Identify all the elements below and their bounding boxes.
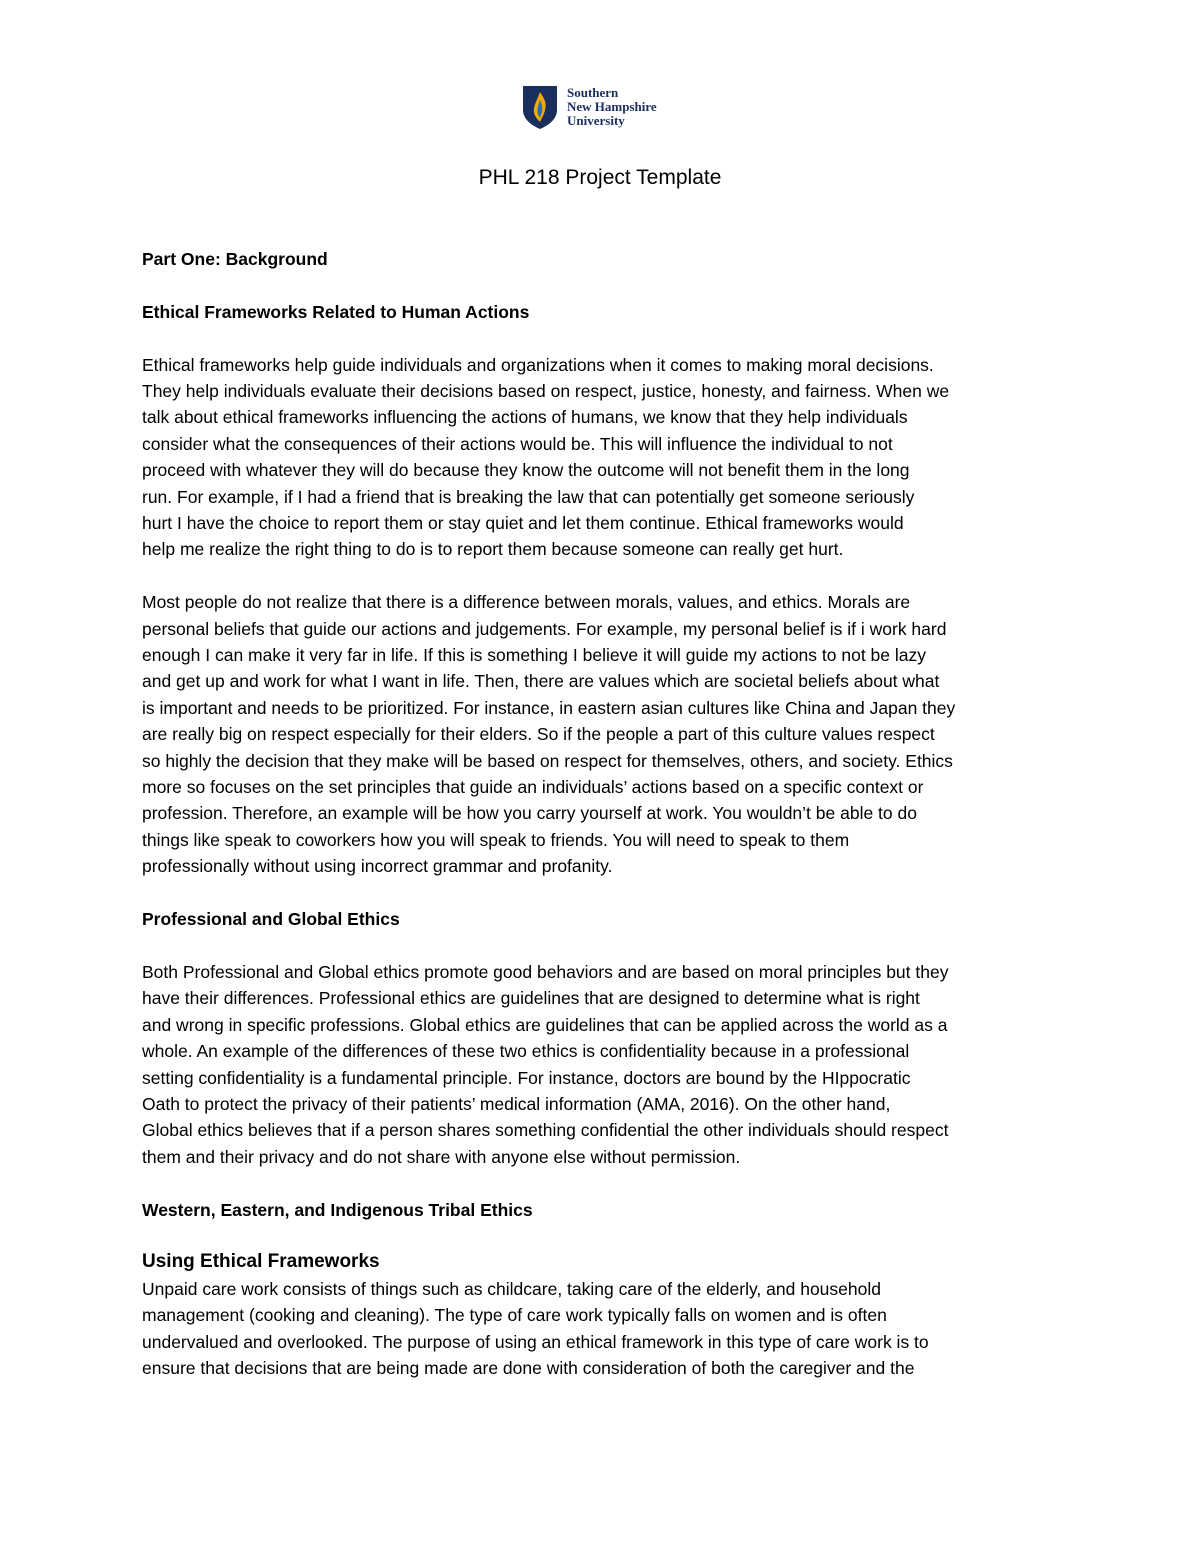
university-logo-text <box>567 86 657 128</box>
text-line: help me realize the right thing to do is to report them because someone can really get hurt. <box>142 539 844 560</box>
text-line: undervalued and overlooked. The purpose of using an ethical framework in this type of care work is to <box>142 1331 929 1352</box>
text-line: Global ethics believes that if a person shares something confidential the other individuals should respect <box>142 1120 949 1141</box>
text-line: management (cooking and cleaning). The type of care work typically falls on women and is often <box>142 1305 887 1326</box>
ethical-frameworks-paragraph-1 <box>142 352 1072 563</box>
text-line: is important and needs to be prioritized. For instance, in eastern asian cultures like China and Japan they <box>142 697 956 718</box>
text-line: profession. Therefore, an example will be how you carry yourself at work. You wouldn’t be able to do <box>142 803 917 824</box>
text-line: consider what the consequences of their actions would be. This will influence the individual to not <box>142 433 893 454</box>
text-line: setting confidentiality is a fundamental principle. For instance, doctors are bound by the HIppocratic <box>142 1067 911 1088</box>
text-line: talk about ethical frameworks influencing the actions of humans, we know that they help individuals <box>142 407 908 428</box>
text-line: and wrong in specific professions. Global ethics are guidelines that can be applied across the world as a <box>142 1014 948 1035</box>
text-line: hurt I have the choice to report them or stay quiet and let them continue. Ethical frameworks would <box>142 513 904 534</box>
ethical-frameworks-heading: Ethical Frameworks Related to Human Actions <box>142 301 530 322</box>
snhu-shield-flame-icon <box>521 84 559 130</box>
logo-line-3: University <box>567 113 625 128</box>
logo-line-2: New Hampshire <box>567 99 657 114</box>
professional-global-ethics-paragraph <box>142 959 1072 1170</box>
text-line: are really big on respect especially for their elders. So if the people a part of this culture values respect <box>142 724 935 745</box>
text-line: Both Professional and Global ethics promote good behaviors and are based on moral principles but they <box>142 961 949 982</box>
university-logo <box>521 84 657 130</box>
text-line: and get up and work for what I want in life. Then, there are values which are societal beliefs about what <box>142 671 940 692</box>
text-line: personal beliefs that guide our actions and judgements. For example, my personal belief is if i work hard <box>142 618 947 639</box>
western-eastern-indigenous-ethics-heading: Western, Eastern, and Indigenous Tribal Ethics <box>142 1199 533 1220</box>
text-line: Most people do not realize that there is a difference between morals, values, and ethics. Morals are <box>142 592 911 613</box>
text-line: have their differences. Professional ethics are guidelines that are designed to determine what is right <box>142 988 920 1009</box>
logo-line-1: Southern <box>567 85 619 100</box>
text-line: so highly the decision that they make will be based on respect for themselves, others, and society. Ethics <box>142 750 953 771</box>
ethical-frameworks-paragraph-2 <box>142 589 1072 879</box>
text-line: more so focuses on the set principles that guide an individuals’ actions based on a specific context or <box>142 777 924 798</box>
text-line: Unpaid care work consists of things such as childcare, taking care of the elderly, and household <box>142 1278 881 1299</box>
text-line: professionally without using incorrect grammar and profanity. <box>142 856 613 877</box>
text-line: them and their privacy and do not share with anyone else without permission. <box>142 1146 741 1167</box>
text-line: They help individuals evaluate their decisions based on respect, justice, honesty, and fairness. When we <box>142 381 950 401</box>
text-line: run. For example, if I had a friend that is breaking the law that can potentially get someone seriously <box>142 486 915 507</box>
text-line: Ethical frameworks help guide individuals and organizations when it comes to making moral decisions. <box>142 354 934 375</box>
text-line: proceed with whatever they will do because they know the outcome will not benefit them in the long <box>142 460 910 481</box>
text-line: ensure that decisions that are being made are done with consideration of both the caregiver and the <box>142 1357 915 1378</box>
text-line: enough I can make it very far in life. If this is something I believe it will guide my actions to not be lazy <box>142 645 926 666</box>
document-title: PHL 218 Project Template <box>478 166 722 189</box>
part-one-heading: Part One: Background <box>142 249 328 269</box>
text-line: whole. An example of the differences of these two ethics is confidentiality because in a professional <box>142 1041 910 1062</box>
professional-global-ethics-heading: Professional and Global Ethics <box>142 909 400 930</box>
using-ethical-frameworks-paragraph <box>142 1276 1072 1382</box>
text-line: things like speak to coworkers how you will speak to friends. You will need to speak to them <box>142 829 850 850</box>
using-ethical-frameworks-heading: Using Ethical Frameworks <box>142 1251 380 1273</box>
document-body <box>142 246 1072 1408</box>
text-line: Oath to protect the privacy of their patients’ medical information (AMA, 2016). On the other hand, <box>142 1093 891 1114</box>
